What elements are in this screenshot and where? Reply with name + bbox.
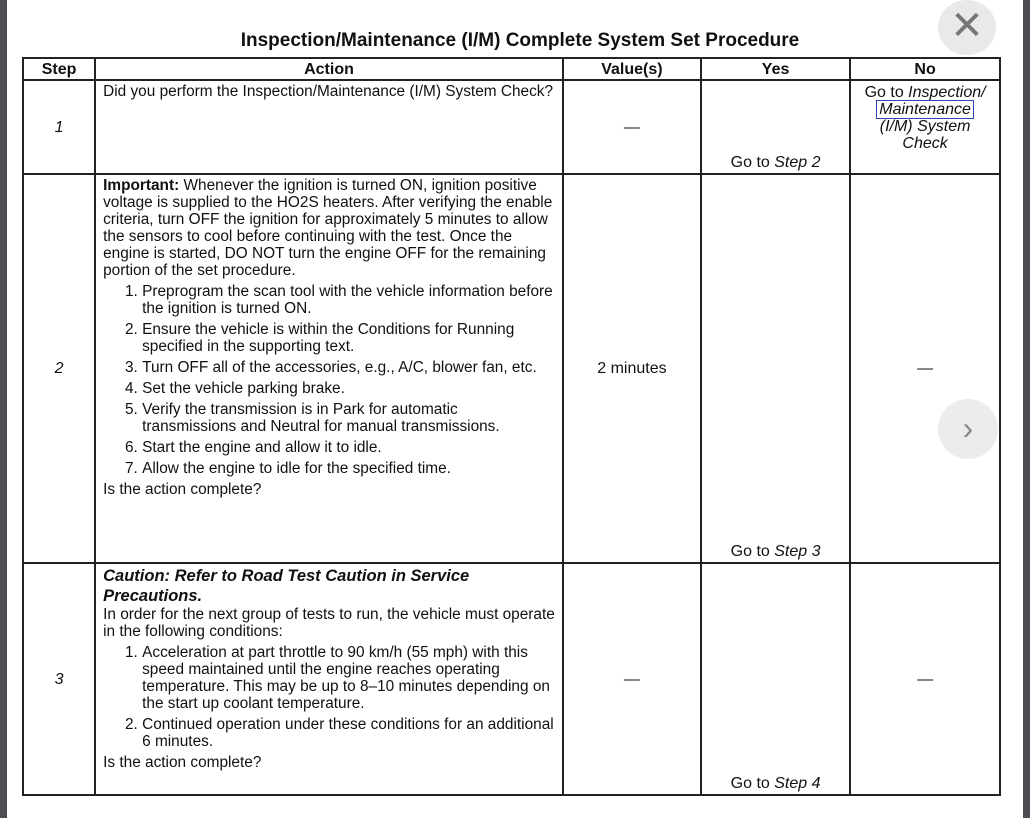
value-cell: —	[563, 80, 701, 174]
yes-prefix: Go to	[730, 543, 775, 560]
header-action: Action	[95, 58, 563, 80]
procedure-steps	[103, 283, 556, 477]
table-row	[23, 563, 1000, 795]
close-button[interactable]	[938, 0, 996, 55]
value-cell: —	[563, 563, 701, 795]
header-no: No	[850, 58, 1000, 80]
list-item: 2. Ensure the vehicle is within the Conditions for Running specified in the supporting text.	[142, 321, 556, 355]
no-cell: —	[850, 174, 1000, 563]
list-item: 3. Turn OFF all of the accessories, e.g., A/C, blower fan, etc.	[142, 359, 556, 376]
list-item: 5. Verify the transmission is in Park for automatic transmissions and Neutral for manual transmissions.	[142, 401, 556, 435]
list-item: 1. Acceleration at part throttle to 90 km/h (55 mph) with this speed maintained until the engine reaches operating temperature. This may be up to 8–10 minutes depending on the start up coolant temperature.	[142, 644, 556, 712]
list-item: 4. Set the vehicle parking brake.	[142, 380, 556, 397]
yes-prefix: Go to	[730, 775, 775, 792]
yes-cell	[701, 80, 850, 174]
table-row	[23, 80, 1000, 174]
yes-cell	[701, 174, 850, 563]
no-cell	[850, 80, 1000, 174]
important-label: Important:	[103, 177, 180, 194]
inspection-link-part-4[interactable]: Check	[902, 135, 948, 152]
inspection-link-part-3[interactable]: (I/M) System	[879, 118, 971, 135]
list-item: 7. Allow the engine to idle for the specified time.	[142, 460, 556, 477]
list-item: 1. Preprogram the scan tool with the vehicle information before the ignition is turned ON.	[142, 283, 556, 317]
step-number: 1	[23, 80, 95, 174]
chevron-right-icon: ›	[962, 410, 974, 446]
procedure-steps	[103, 644, 556, 750]
list-item: 6. Start the engine and allow it to idle.	[142, 439, 556, 456]
go-to-step-2-link[interactable]: Step 2	[774, 154, 821, 171]
action-text: Did you perform the Inspection/Maintenance (I/M) System Check?	[103, 83, 554, 100]
no-prefix: Go to	[864, 84, 909, 101]
document-page	[7, 0, 1023, 818]
close-icon: ✕	[950, 4, 984, 48]
table-header-row	[23, 58, 1000, 80]
yes-cell	[701, 563, 850, 795]
header-step: Step	[23, 58, 95, 80]
list-item: 2. Continued operation under these conditions for an additional 6 minutes.	[142, 716, 556, 750]
caution-text: Caution: Refer to Road Test Caution in Service Precautions.	[103, 567, 470, 605]
no-cell: —	[850, 563, 1000, 795]
inspection-link-part-1[interactable]: Inspection/	[908, 84, 986, 101]
step-number: 2	[23, 174, 95, 563]
procedure-title: Inspection/Maintenance (I/M) Complete System Set Procedure	[240, 30, 800, 51]
go-to-step-3-link[interactable]: Step 3	[774, 543, 821, 560]
next-page-button[interactable]	[938, 399, 998, 459]
procedure-table	[22, 57, 1001, 796]
step-number: 3	[23, 563, 95, 795]
action-cell	[95, 563, 563, 795]
yes-prefix: Go to	[730, 154, 775, 171]
header-yes: Yes	[701, 58, 850, 80]
value-cell: 2 minutes	[563, 174, 701, 563]
completion-question: Is the action complete?	[103, 754, 262, 771]
action-cell	[95, 174, 563, 563]
intro-text: In order for the next group of tests to run, the vehicle must operate in the following conditions:	[103, 606, 555, 640]
header-values: Value(s)	[563, 58, 701, 80]
completion-question: Is the action complete?	[103, 481, 262, 498]
go-to-step-4-link[interactable]: Step 4	[774, 775, 821, 792]
table-row	[23, 174, 1000, 563]
action-cell	[95, 80, 563, 174]
inspection-link-part-2[interactable]: Maintenance	[876, 100, 974, 119]
important-text: Whenever the ignition is turned ON, ignition positive voltage is supplied to the HO2S heaters. After verifying the enable criteria, turn OFF the ignition for approximately 5 minutes to allow the sensors to cool before continuing with the test. Once the engine is started, DO NOT turn the engine OFF for the remaining portion of the set procedure.	[103, 177, 553, 279]
